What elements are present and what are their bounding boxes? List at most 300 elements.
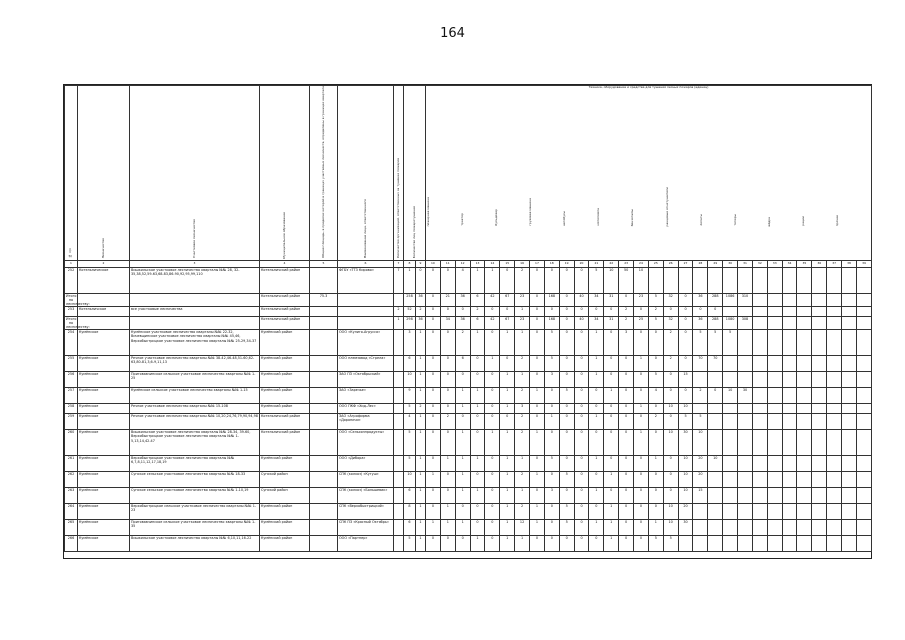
row-number: 266 (65, 536, 78, 552)
equipment-value: 23 (515, 317, 530, 330)
equipment-value (856, 293, 871, 306)
equipment-value: 0 (634, 388, 649, 404)
equipment-value: 2 (515, 267, 530, 293)
column-number: 7 (394, 260, 404, 267)
area-value (310, 504, 338, 520)
equipment-value: 0 (663, 372, 678, 388)
org-count (394, 414, 404, 430)
equipment-value: 0 (634, 536, 649, 552)
equipment-value: 2 (515, 414, 530, 430)
equipment-value (782, 414, 797, 430)
group-count: 1 (416, 520, 426, 536)
equipment-value: 0 (440, 330, 455, 356)
equipment-value: 0 (619, 456, 634, 472)
equipment-value (827, 504, 842, 520)
district-name: Вишкильское участковое лесничество кварталы №№ 6,10,11,16-22 (130, 536, 260, 552)
equipment-value: 0 (663, 488, 678, 504)
equipment-value (782, 267, 797, 293)
equipment-value (693, 267, 708, 293)
people-count: 6 (404, 520, 416, 536)
equipment-value: 0 (574, 536, 589, 552)
district-name: Речное участковое лесничество кварталы №№ 38-42,46-48,51-60,62-63,80-81,3,6-9,11,13 (130, 356, 260, 372)
equipment-value (723, 456, 738, 472)
equipment-value: 1 (470, 404, 485, 414)
equipment-value: 0 (426, 404, 441, 414)
equipment-value (767, 488, 782, 504)
equipment-value (842, 307, 857, 317)
equipment-value: 0 (485, 472, 500, 488)
column-number: 14 (485, 260, 500, 267)
equipment-value (812, 536, 827, 552)
district-name: все участковые лесничества (130, 307, 260, 317)
equipment-value: 1 (440, 520, 455, 536)
column-number-row (65, 260, 872, 267)
group-count: 2 (416, 404, 426, 414)
equipment-value (827, 404, 842, 414)
table-row (65, 488, 872, 504)
equipment-value: 1 (589, 520, 604, 536)
equipment-value: 0 (589, 472, 604, 488)
group-count: 2 (416, 307, 426, 317)
municipality: Котельничский район (260, 430, 310, 456)
equipment-value: 0 (530, 356, 545, 372)
equipment-value: 10 (723, 388, 738, 404)
row-number: Итого по лесничеству: (66, 317, 90, 330)
equipment-value (678, 536, 693, 552)
equipment-value (767, 372, 782, 388)
municipality: Котельничский район (260, 267, 310, 293)
equipment-value (782, 356, 797, 372)
equipment-value (842, 388, 857, 404)
equipment-value (797, 520, 812, 536)
equipment-value (782, 293, 797, 306)
equipment-value: 5 (723, 330, 738, 356)
equipment-value: 15 (678, 372, 693, 388)
district-name: Верхобыстрицкое участковое лесничество кварталы №№ 6,7,8,11,12,17,18,19 (130, 456, 260, 472)
equipment-value (827, 536, 842, 552)
equipment-value (797, 330, 812, 356)
equipment-value: 0 (559, 456, 574, 472)
equipment-value: 0 (470, 414, 485, 430)
equipment-value: 0 (648, 430, 663, 456)
page-number: 164 (440, 26, 465, 41)
equipment-value (767, 307, 782, 317)
org-count (394, 293, 404, 306)
column-number: 9 (416, 260, 426, 267)
column-number: 4 (260, 260, 310, 267)
equipment-value (797, 456, 812, 472)
equipment-value (767, 414, 782, 430)
equipment-value: 0 (485, 488, 500, 504)
area-value (310, 404, 338, 414)
equipment-value (827, 372, 842, 388)
header-col-7 (394, 86, 404, 261)
equipment-value: 1 (604, 504, 619, 520)
equipment-value: 0 (559, 536, 574, 552)
equipment-value: 70 (708, 356, 723, 372)
equipment-value: 0 (530, 404, 545, 414)
equipment-value (738, 404, 753, 414)
equipment-value: 2 (515, 472, 530, 488)
equipment-value: 0 (559, 330, 574, 356)
equipment-value: 0 (619, 472, 634, 488)
municipality: Кумёнский район (260, 330, 310, 356)
area-value (310, 267, 338, 293)
equipment-value (812, 293, 827, 306)
equipment-value (708, 472, 723, 488)
table-row (65, 456, 872, 472)
equipment-value: 0 (544, 472, 559, 488)
equipment-value: 0 (544, 404, 559, 414)
equipment-value: 0 (619, 356, 634, 372)
equipment-value: 0 (455, 536, 470, 552)
forest-name: Кумёнское (78, 536, 130, 552)
equipment-value (797, 372, 812, 388)
equipment-value (856, 430, 871, 456)
equipment-value: 36 (693, 317, 708, 330)
table-row (65, 307, 872, 317)
equipment-value (782, 488, 797, 504)
group-count: 1 (416, 414, 426, 430)
equipment-value: 1 (470, 330, 485, 356)
equipment-value (708, 536, 723, 552)
equipment-value: 0 (485, 404, 500, 414)
equipment-value: 1 (426, 520, 441, 536)
equipment-value (827, 267, 842, 293)
equipment-value: 0 (619, 520, 634, 536)
header-label: Лесничество (100, 237, 105, 259)
equipment-value (827, 520, 842, 536)
equipment-value: 0 (485, 388, 500, 404)
people-count: 298 (404, 317, 416, 330)
municipality: Кумёнский район (260, 388, 310, 404)
header-col-3 (130, 86, 260, 261)
group-count: 1 (416, 330, 426, 356)
equipment-value: 10 (678, 456, 693, 472)
equipment-value: 5 (544, 456, 559, 472)
row-number: 263 (65, 488, 78, 504)
group-count: 1 (416, 488, 426, 504)
equipment-value (797, 536, 812, 552)
fire-resources-table (64, 85, 872, 552)
equipment-value: 0 (530, 414, 545, 430)
equipment-value: 1 (589, 372, 604, 388)
district-name: Вишкильское участковое лесничество кварталы №№ 28, 32-35,38,52,59-63,68-83,86-90,92,95,99,110 (130, 267, 260, 293)
municipality: Сунский район (260, 488, 310, 504)
area-value (310, 520, 338, 536)
area-value (310, 307, 338, 317)
equipment-value: 0 (693, 307, 708, 317)
equipment-value (812, 356, 827, 372)
equipment-value: 5 (589, 267, 604, 293)
equipment-value: 0 (426, 536, 441, 552)
district-name: Речное участковое лесничество кварталы №№ 15-108 (130, 404, 260, 414)
column-number: 13 (470, 260, 485, 267)
header-label: Участковое лесничество (191, 219, 196, 259)
equipment-value (827, 330, 842, 356)
equipment-value (827, 388, 842, 404)
people-count: 5 (404, 430, 416, 456)
equipment-value: 0 (559, 372, 574, 388)
column-number: 21 (589, 260, 604, 267)
equipment-value (767, 456, 782, 472)
equipment-subheader-6: мотопомпа (596, 208, 601, 226)
equipment-value (738, 456, 753, 472)
equipment-value: 0 (663, 456, 678, 472)
equipment-value (708, 488, 723, 504)
people-count: 1 (404, 267, 416, 293)
header-label: Количество лиц пожаротушения (411, 205, 416, 259)
equipment-value (856, 404, 871, 414)
equipment-value: 50 (619, 267, 634, 293)
equipment-value: 0 (426, 356, 441, 372)
equipment-subheader-12: рации (800, 216, 805, 226)
area-value (310, 472, 338, 488)
equipment-value (782, 504, 797, 520)
equipment-value (782, 372, 797, 388)
column-number: 29 (708, 260, 723, 267)
equipment-value: 2 (619, 317, 634, 330)
forest-name: Кумёнское (78, 472, 130, 488)
equipment-subheader-10: топоры (732, 214, 737, 226)
equipment-value: 0 (426, 307, 441, 317)
equipment-value (723, 504, 738, 520)
equipment-value: 0 (589, 388, 604, 404)
equipment-value: 1 (470, 488, 485, 504)
equipment-value: 1 (485, 430, 500, 456)
equipment-value (767, 293, 782, 306)
equipment-value: 10 (604, 267, 619, 293)
equipment-value: 42 (485, 317, 500, 330)
row-number: 255 (65, 356, 78, 372)
equipment-value: 310 (738, 293, 753, 306)
equipment-value: 1 (648, 520, 663, 536)
equipment-value: 0 (604, 456, 619, 472)
header-col-2 (78, 86, 130, 261)
equipment-value: 0 (500, 267, 515, 293)
header-label: № п/п (68, 248, 73, 259)
equipment-value (856, 414, 871, 430)
municipality: Кумёнский район (260, 536, 310, 552)
equipment-value: 2 (663, 330, 678, 356)
equipment-value: 0 (589, 307, 604, 317)
equipment-value (797, 488, 812, 504)
equipment-value: 1 (455, 388, 470, 404)
group-count: 36 (416, 293, 426, 306)
equipment-value: 0 (426, 267, 441, 293)
municipality: Кумёнский район (260, 372, 310, 388)
equipment-value (723, 267, 738, 293)
equipment-value: 0 (530, 536, 545, 552)
area-value (310, 414, 338, 430)
equipment-value: 1 (530, 388, 545, 404)
equipment-value: 1 (544, 414, 559, 430)
area-value (310, 330, 338, 356)
equipment-value: 0 (426, 293, 441, 306)
people-count: 10 (404, 372, 416, 388)
group-count: 1 (416, 388, 426, 404)
equipment-value: 5 (708, 330, 723, 356)
row-number: 261 (65, 456, 78, 472)
equipment-value (842, 504, 857, 520)
equipment-value (782, 430, 797, 456)
equipment-value (752, 267, 767, 293)
equipment-value (738, 356, 753, 372)
equipment-value: 1 (500, 504, 515, 520)
equipment-value (752, 520, 767, 536)
equipment-value: 0 (634, 488, 649, 504)
row-number: 253 (65, 307, 78, 317)
equipment-value: 0 (470, 504, 485, 520)
equipment-value: 1 (634, 430, 649, 456)
area-value (310, 388, 338, 404)
equipment-value: 5 (559, 388, 574, 404)
equipment-value: 36 (455, 293, 470, 306)
equipment-value: 1 (500, 388, 515, 404)
equipment-value: 0 (604, 430, 619, 456)
equipment-value: 2 (440, 414, 455, 430)
equipment-value: 1 (530, 520, 545, 536)
equipment-value (752, 307, 767, 317)
equipment-value: 30 (678, 430, 693, 456)
equipment-value (782, 520, 797, 536)
equipment-value: 0 (634, 372, 649, 388)
equipment-value: 1 (500, 430, 515, 456)
org-count: 7 (394, 267, 404, 293)
equipment-value: 0 (559, 317, 574, 330)
equipment-value: 5 (648, 317, 663, 330)
column-number: 38 (842, 260, 857, 267)
forest-name: Кумёнское (78, 404, 130, 414)
equipment-value: 0 (530, 330, 545, 356)
equipment-value (752, 536, 767, 552)
equipment-value (752, 456, 767, 472)
district-name: Сунское сельское участковое лесничество кварталы №№ 1-10,19 (130, 488, 260, 504)
equipment-value: 0 (678, 356, 693, 372)
equipment-value (738, 472, 753, 488)
equipment-value: 0 (426, 414, 441, 430)
equipment-value: 0 (530, 488, 545, 504)
equipment-value (842, 472, 857, 488)
org-count (394, 472, 404, 488)
equipment-value: 0 (470, 472, 485, 488)
equipment-value (797, 267, 812, 293)
equipment-value (738, 520, 753, 536)
equipment-value: 0 (559, 307, 574, 317)
equipment-value: 5 (544, 356, 559, 372)
equipment-value: 0 (440, 307, 455, 317)
equipment-value: 0 (544, 520, 559, 536)
column-number: 12 (455, 260, 470, 267)
equipment-value: 1080 (723, 317, 738, 330)
district-name (130, 317, 260, 330)
equipment-value (842, 293, 857, 306)
equipment-value (752, 388, 767, 404)
column-number: 6 (338, 260, 394, 267)
equipment-value: 0 (589, 536, 604, 552)
equipment-value (767, 388, 782, 404)
equipment-value (842, 488, 857, 504)
equipment-value: 0 (678, 317, 693, 330)
equipment-value (812, 456, 827, 472)
equipment-value: 168 (544, 293, 559, 306)
equipment-value: 42 (485, 293, 500, 306)
equipment-value (723, 414, 738, 430)
equipment-value: 20 (693, 472, 708, 488)
column-number: 16 (515, 260, 530, 267)
equipment-value: 0 (426, 430, 441, 456)
area-value (310, 456, 338, 472)
equipment-value: 1 (455, 404, 470, 414)
equipment-value: 0 (634, 307, 649, 317)
equipment-value (856, 488, 871, 504)
people-count: 6 (404, 356, 416, 372)
equipment-value (738, 488, 753, 504)
organization: ФГБУ «ТТЗ Кирово» (338, 267, 394, 293)
equipment-value: 30 (738, 388, 753, 404)
column-number: 5 (310, 260, 338, 267)
equipment-value (767, 536, 782, 552)
equipment-value: 1 (648, 456, 663, 472)
equipment-value (723, 472, 738, 488)
column-number: 23 (619, 260, 634, 267)
equipment-value (752, 356, 767, 372)
municipality: Котельничский район (260, 414, 310, 430)
equipment-value (693, 504, 708, 520)
equipment-value: 1086 (723, 293, 738, 306)
equipment-value: 10 (663, 430, 678, 456)
forest-name: Кумёнское (78, 504, 130, 520)
equipment-value: 288 (708, 317, 723, 330)
equipment-value: 1 (634, 356, 649, 372)
equipment-value (827, 456, 842, 472)
people-count: 9 (404, 388, 416, 404)
equipment-value: 0 (485, 520, 500, 536)
column-number: 11 (440, 260, 455, 267)
organization: СПК «Верхобыстрицкий» (338, 504, 394, 520)
column-number: 24 (634, 260, 649, 267)
equipment-value: 1 (604, 388, 619, 404)
equipment-value (767, 267, 782, 293)
people-count: 6 (404, 488, 416, 504)
equipment-value: 5 (559, 504, 574, 520)
equipment-value (767, 404, 782, 414)
equipment-value (797, 472, 812, 488)
equipment-value: 0 (678, 307, 693, 317)
equipment-value: 2 (515, 504, 530, 520)
equipment-caption: Техника, оборудование и средства для тушения лесных пожаров (единиц) (588, 85, 709, 89)
table-row (65, 356, 872, 372)
equipment-value: 0 (619, 388, 634, 404)
municipality: Котельничский район (260, 293, 310, 306)
equipment-value: 5 (648, 372, 663, 388)
org-count: 2 (394, 307, 404, 317)
equipment-value: 0 (559, 293, 574, 306)
organization: ЗАО «Агрофирма «Дороничи» (338, 414, 394, 430)
equipment-value (782, 456, 797, 472)
equipment-value: 0 (634, 520, 649, 536)
equipment-value (797, 293, 812, 306)
equipment-value (738, 504, 753, 520)
equipment-value: 1 (455, 520, 470, 536)
equipment-value: 0 (530, 307, 545, 317)
equipment-value (782, 307, 797, 317)
row-number: 257 (65, 388, 78, 404)
equipment-value: 25 (634, 317, 649, 330)
equipment-value: 1 (455, 456, 470, 472)
table-row (65, 536, 872, 552)
equipment-value (767, 504, 782, 520)
